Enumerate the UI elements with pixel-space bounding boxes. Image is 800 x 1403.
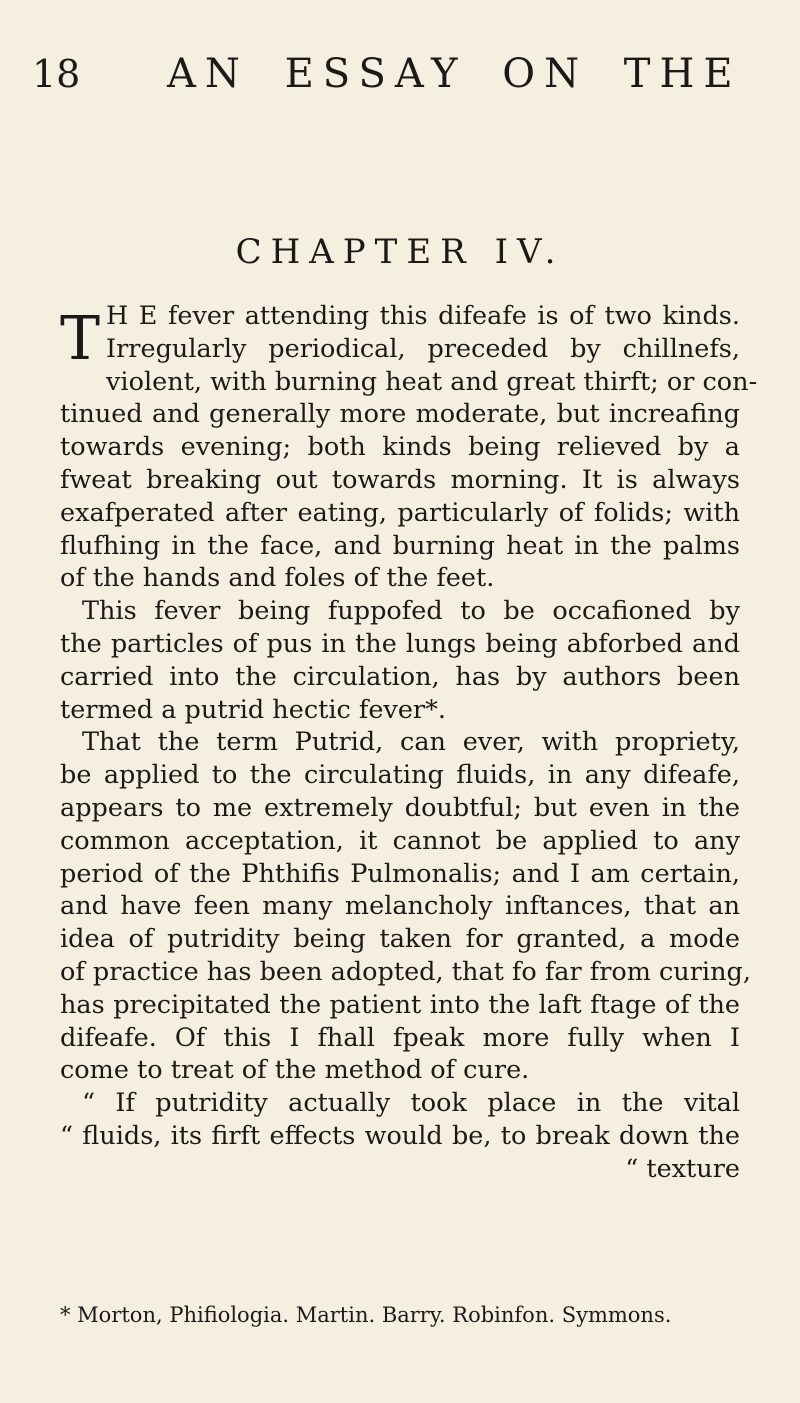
text-line: carried into the circulation, has by authors been [60, 661, 740, 692]
text-line: the particles of pus in the lungs being abforbed and [60, 628, 740, 659]
body-text [60, 300, 758, 1186]
text-line: “ If putridity actually took place in the vital [82, 1088, 740, 1119]
text-line: Irregularly periodical, preceded by chillnefs, [106, 333, 740, 364]
drop-cap: T [60, 304, 101, 374]
catchword-line: “ texture [625, 1153, 740, 1184]
chapter-title: CHAPTER IV. [235, 232, 565, 272]
text-line: common acceptation, it cannot be applied to any [60, 825, 740, 856]
text-line: come to treat of the method of cure. [60, 1055, 530, 1086]
text-line: of the hands and foles of the feet. [60, 563, 495, 594]
text-line: idea of putridity being taken for granted, a mode [60, 924, 740, 955]
text-line: exafperated after eating, particularly of folids; with [60, 497, 740, 528]
page-header [32, 46, 772, 102]
text-line: H E fever attending this difeafe is of two kinds. [106, 301, 740, 331]
text-line: violent, with burning heat and great thirft; or con- [106, 366, 758, 397]
text-line: fweat breaking out towards morning. It is always [60, 464, 740, 495]
text-line: That the term Putrid, can ever, with propriety, [82, 727, 740, 758]
page-number: 18 [32, 52, 81, 96]
text-line: termed a putrid hectic fever*. [60, 694, 446, 725]
text-line: of practice has been adopted, that fo far from curing, [60, 956, 751, 987]
footnote: * Morton, Phifiologia. Martin. Barry. Robinfon. Symmons. [60, 1303, 672, 1327]
text-line: period of the Phthifis Pulmonalis; and I am certain, [60, 858, 740, 889]
running-title: AN ESSAY ON THE [167, 51, 742, 97]
text-line: appears to me extremely doubtful; but even in the [60, 792, 740, 823]
text-line: “ fluids, its firft effects would be, to break down the [60, 1120, 740, 1151]
text-line: towards evening; both kinds being relieved by a [60, 432, 740, 463]
text-line: This fever being fuppofed to be occafioned by [82, 596, 740, 627]
text-line: difeafe. Of this I fhall fpeak more fully when I [60, 1022, 740, 1053]
text-line: and have feen many melancholy inftances, that an [60, 891, 740, 922]
text-line: be applied to the circulating fluids, in any difeafe, [60, 760, 740, 791]
text-line: tinued and generally more moderate, but increafing [60, 399, 740, 430]
text-line: has precipitated the patient into the laft ftage of the [60, 989, 740, 1020]
text-line: flufhing in the face, and burning heat in the palms [60, 530, 740, 561]
